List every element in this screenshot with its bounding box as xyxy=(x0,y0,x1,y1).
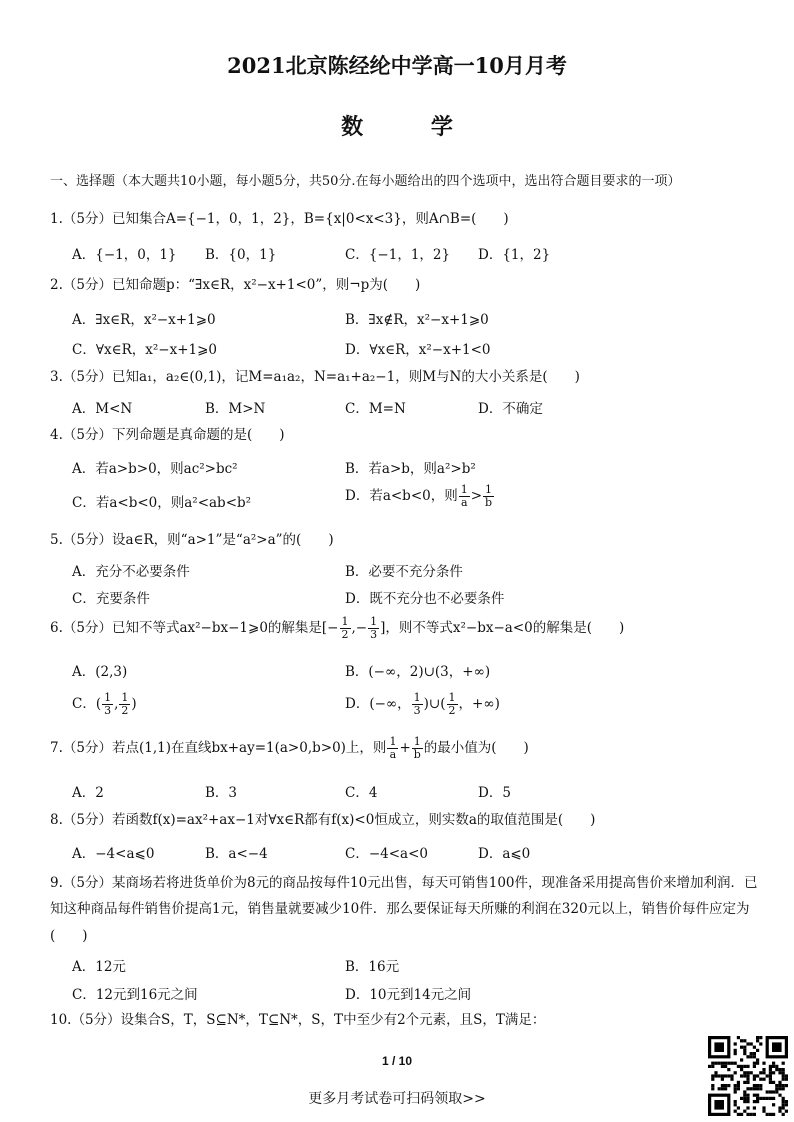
question-1-stem: 1.（5分）已知集合A={−1，0，1，2}，B={x|0<x<3}，则A∩B=( ) xyxy=(50,211,509,227)
q2-option-b: B．∃x∉R，x²−x+1⩾0 xyxy=(345,312,489,328)
q7-option-c: C．4 xyxy=(345,785,378,801)
q9-option-d: D．10元到14元之间 xyxy=(345,987,472,1003)
fraction: $\frac{1}{2}$ xyxy=(448,691,456,717)
fraction: $\frac{1}{a}$ xyxy=(460,483,468,509)
qr-code-icon[interactable] xyxy=(708,1036,788,1116)
q6-option-b: B．(−∞，2)∪(3，+∞) xyxy=(345,664,491,680)
fraction: $\frac{1}{b}$ xyxy=(413,735,421,761)
q8-option-a: A．−4<a⩽0 xyxy=(72,846,155,862)
question-3-stem: 3.（5分）已知a₁，a₂∈(0,1)，记M=a₁a₂，N=a₁+a₂−1，则M与N的大小关系是( ) xyxy=(50,369,580,385)
q9-option-b: B．16元 xyxy=(345,959,400,975)
q8-option-d: D．a⩽0 xyxy=(478,846,531,862)
q4-option-c: C．若a<b<0，则a²<ab<b² xyxy=(72,495,252,511)
q2-option-d: D．∀x∈R，x²−x+1<0 xyxy=(345,342,491,358)
section-heading: 一、选择题（本大题共10小题，每小题5分，共50分.在每小题给出的四个选项中，选出符合题目要求的一项） xyxy=(50,174,681,189)
q6-option-a: A．(2,3) xyxy=(72,664,128,680)
fraction: $\frac{1}{3}$ xyxy=(413,691,421,717)
q5-option-a: A．充分不必要条件 xyxy=(72,564,190,580)
page-number: 1 / 10 xyxy=(381,1054,413,1068)
q8-option-c: C．−4<a<0 xyxy=(345,846,428,862)
fraction: $\frac{1}{b}$ xyxy=(485,483,493,509)
subject-heading: 数 学 xyxy=(341,114,483,140)
fraction: $\frac{1}{2}$ xyxy=(121,691,129,717)
q3-option-a: A．M<N xyxy=(72,401,133,417)
q4-option-d-text: D．若a<b<0，则 xyxy=(345,488,458,504)
qr-code-graphic xyxy=(708,1036,788,1116)
q3-option-c: C．M=N xyxy=(345,401,406,417)
q4-option-a: A．若a>b>0，则ac²>bc² xyxy=(72,461,238,477)
q8-option-b: B．a<−4 xyxy=(205,846,268,862)
footer-promo-text: 更多月考试卷可扫码领取>> xyxy=(308,1091,486,1107)
q9-option-c: C．12元到16元之间 xyxy=(72,987,198,1003)
q4-option-d: D．若a<b<0，则 $\frac{1}{a}$ > $\frac{1}{b}$ xyxy=(345,483,493,509)
q5-option-d: D．既不充分也不必要条件 xyxy=(345,591,505,607)
q7-option-b: B．3 xyxy=(205,785,238,801)
fraction: $\frac{1}{3}$ xyxy=(370,615,378,641)
q1-option-c: C．{−1，1，2} xyxy=(345,247,451,263)
q4-option-b: B．若a>b，则a²>b² xyxy=(345,461,476,477)
q7-option-a: A．2 xyxy=(72,785,104,801)
q6-option-c: C．( $\frac{1}{3}$ , $\frac{1}{2}$ ) xyxy=(72,691,137,717)
q5-option-c: C．充要条件 xyxy=(72,591,150,607)
page-title: 2021北京陈经纶中学高一10月月考 xyxy=(227,53,567,78)
question-5-stem: 5.（5分）设a∈R，则“a>1”是“a²>a”的( ) xyxy=(50,532,334,548)
question-10-stem: 10.（5分）设集合S，T，S⊆N*，T⊆N*，S，T中至少有2个元素，且S，T满足： xyxy=(50,1012,546,1028)
question-6-stem: 6.（5分）已知不等式ax²−bx−1⩾0的解集是[− $\frac{1}{2}$ ,− $\frac{1}{3}$ ]，则不等式x²−bx−a<0的解集是( ) xyxy=(50,615,625,641)
q2-option-a: A．∃x∈R，x²−x+1⩾0 xyxy=(72,312,216,328)
q3-option-b: B．M>N xyxy=(205,401,266,417)
fraction: $\frac{1}{2}$ xyxy=(341,615,349,641)
question-8-stem: 8.（5分）若函数f(x)=ax²+ax−1对∀x∈R都有f(x)<0恒成立，则实数a的取值范围是( ) xyxy=(50,812,596,828)
q9-option-a: A．12元 xyxy=(72,959,126,975)
q5-option-b: B．必要不充分条件 xyxy=(345,564,463,580)
q3-option-d: D．不确定 xyxy=(478,401,543,417)
question-9-stem: 9.（5分）某商场若将进货单价为8元的商品按每件10元出售，每天可销售100件，现准备采用提高售价来增加利润．已知这种商品每件销售价提高1元，销售量就要减少10件．那么要保证每天所赚的利润在320元以上，销售价每件应定为( ) xyxy=(50,875,758,944)
q2-option-c: C．∀x∈R，x²−x+1⩾0 xyxy=(72,342,217,358)
q1-option-d: D．{1，2} xyxy=(478,247,551,263)
q7-option-d: D．5 xyxy=(478,785,511,801)
q6-option-d: D．(−∞， $\frac{1}{3}$ )∪( $\frac{1}{2}$ ，+∞) xyxy=(345,691,500,717)
fraction: $\frac{1}{a}$ xyxy=(389,735,397,761)
question-2-stem: 2.（5分）已知命题p：“∃x∈R，x²−x+1<0”，则¬p为( ) xyxy=(50,277,421,293)
question-4-stem: 4.（5分）下列命题是真命题的是( ) xyxy=(50,427,285,443)
fraction: $\frac{1}{3}$ xyxy=(104,691,112,717)
q1-option-a: A．{−1，0，1} xyxy=(72,247,177,263)
question-7-stem: 7.（5分）若点(1,1)在直线bx+ay=1(a>0,b>0)上，则 $\frac{1}{a}$ + $\frac{1}{b}$ 的最小值为( ) xyxy=(50,735,529,761)
q1-option-b: B．{0，1} xyxy=(205,247,277,263)
